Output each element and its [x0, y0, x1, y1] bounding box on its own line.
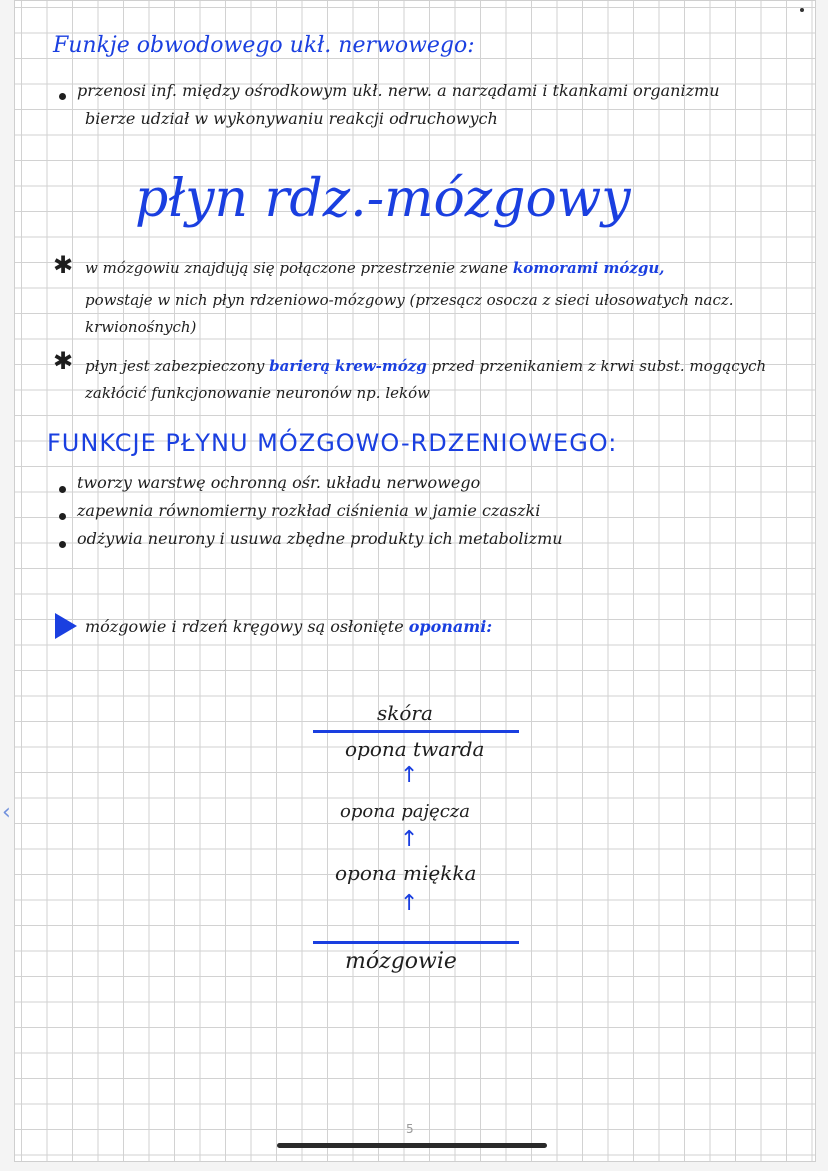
star1-line1-text: w mózgowiu znajdują się połączone przestrzenie zwane — [85, 259, 509, 277]
star2-line1-text: płyn jest zabezpieczony — [85, 357, 265, 375]
up-arrow-icon: ↑ — [400, 891, 419, 916]
section2-heading: FUNKCJE PŁYNU MÓZGOWO-RDZENIOWEGO: — [47, 429, 618, 457]
star1-line1 — [85, 259, 665, 277]
asterisk-icon: ✱ — [53, 251, 74, 279]
star1-line2: powstaje w nich płyn rdzeniowo-mózgowy (przesącz osocza z sieci ułosowatych nacz. — [85, 291, 734, 309]
corner-mark — [800, 8, 804, 12]
diagram-skin-label: skóra — [377, 701, 433, 725]
section1-heading: Funkje obwodowego ukł. nerwowego: — [53, 33, 475, 58]
diagram-brain-label: mózgowie — [345, 949, 457, 974]
section2-bullet-2: zapewnia równomierny rozkład ciśnienia w jamie czaszki — [77, 501, 541, 520]
section3-highlight: oponami: — [408, 617, 493, 636]
section3-line — [85, 617, 492, 636]
bullet-dot — [59, 513, 66, 520]
star2-line1 — [85, 357, 766, 375]
page-title: płyn rdz.-mózgowy — [135, 169, 631, 229]
section2-bullet-1: tworzy warstwę ochronną ośr. układu nerwowego — [77, 473, 481, 492]
diagram-bottom-line — [313, 941, 519, 944]
up-arrow-icon: ↑ — [400, 827, 419, 852]
star2-line1-after: przed przenikaniem z krwi subst. mogących — [431, 357, 767, 375]
section3-text: mózgowie i rdzeń kręgowy są osłonięte — [85, 617, 404, 636]
section1-bullet-line1: przenosi inf. między ośrodkowym ukł. nerw. a narządami i tkankami organizmu — [77, 81, 720, 100]
asterisk-icon: ✱ — [53, 347, 74, 375]
up-arrow-icon: ↑ — [400, 763, 419, 788]
notebook-page — [14, 0, 816, 1162]
page-number: 5 — [406, 1122, 414, 1136]
chevron-left-icon[interactable]: ‹ — [2, 800, 11, 825]
bullet-dot — [59, 93, 66, 100]
diagram-top-line — [313, 730, 519, 733]
star2-line2: zakłócić funkcjonowanie neuronów np. leków — [85, 384, 430, 402]
star1-highlight: komorami mózgu, — [512, 259, 665, 277]
play-triangle-icon — [55, 613, 77, 639]
section1-bullet-line2: bierze udział w wykonywaniu reakcji odruchowych — [85, 109, 498, 128]
diagram-pia-label: opona miękka — [335, 861, 477, 885]
bullet-dot — [59, 486, 66, 493]
star2-highlight-blood-brain: krew-mózg — [334, 357, 427, 375]
star1-line3: krwionośnych) — [85, 318, 197, 336]
section2-bullet-3: odżywia neurony i usuwa zbędne produkty ich metabolizmu — [77, 529, 563, 548]
bullet-dot — [59, 541, 66, 548]
home-indicator-bar[interactable] — [277, 1143, 547, 1148]
diagram-arachnoid-label: opona pajęcza — [340, 801, 471, 822]
diagram-dura-label: opona twarda — [345, 737, 485, 761]
star2-highlight-barrier: barierą — [269, 357, 331, 375]
